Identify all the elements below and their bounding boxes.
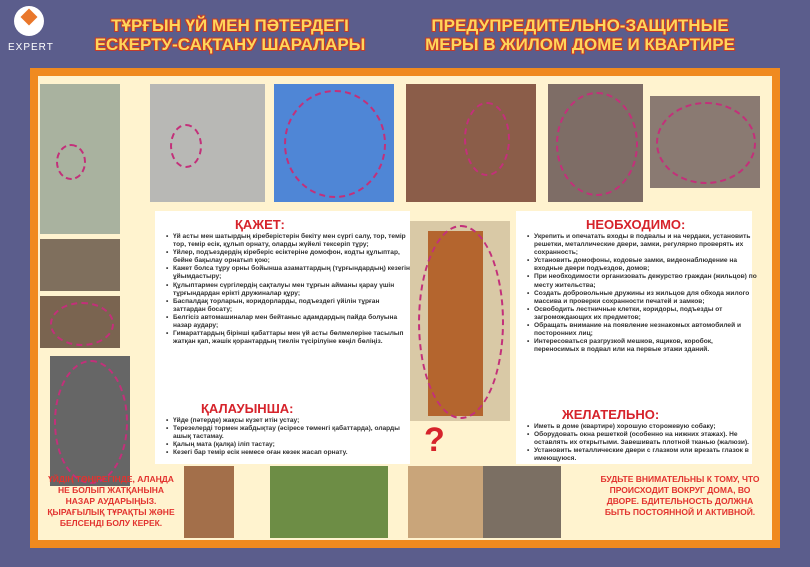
photo-brick-gate	[184, 466, 234, 538]
list-item: • Құлыптармен сүргілердің сақталуы мен тұрғын айманы қарау үшін тұрғындардан ерікті дружиналар құру;	[173, 282, 413, 298]
photo-boxes	[408, 466, 486, 538]
kz-advised-heading: ҚАЛАУЫНША:	[201, 401, 294, 416]
photo-gate-grille	[40, 84, 120, 234]
list-item: • Обращать внимание на появление незнакомых автомобилей и посторонних лиц;	[534, 322, 758, 338]
logo-mark-icon	[14, 6, 44, 36]
russian-text-panel	[516, 211, 757, 464]
list-item: • Терезелерді тормен жабдықтау (әсіресе төменгі қабаттарда), оларды ашық тастамау.	[173, 425, 413, 441]
photo-cctv-cameras	[274, 84, 394, 202]
list-item: • Интересоваться разгрузкой мешков, ящиков, коробок, переносимых в подвал или на первые этажи зданий.	[534, 338, 758, 354]
logo-text: EXPERT	[8, 42, 54, 53]
list-item: • При необходимости организовать дежурство граждан (жильцов) по месту жительства;	[534, 273, 758, 289]
kz-advised-list	[163, 417, 413, 457]
list-item: • Кезегі бар темір есік немесе оған көзек жасап орнату.	[173, 449, 413, 457]
list-item: • Белгісіз автомашиналар мен бейтаныс адамдардың пайда болуына назар аудару;	[173, 314, 413, 330]
ru-advised-list	[524, 423, 758, 463]
photo-guard-dog	[270, 466, 388, 538]
photo-code-lock	[650, 96, 760, 188]
photo-bags	[40, 239, 120, 291]
kz-needed-list	[163, 233, 413, 346]
photo-metal-gate	[150, 84, 265, 202]
list-item: • Иметь в доме (квартире) хорошую сторожевую собаку;	[534, 423, 758, 431]
photo-intercom	[50, 356, 130, 486]
photo-metal-door	[410, 221, 510, 421]
list-item: • Установить металлические двери с глазком или врезать глазок в имеющуюся.	[534, 447, 758, 463]
photo-padlock	[483, 466, 561, 538]
ru-needed-heading: НЕОБХОДИМО:	[586, 217, 686, 232]
banner-kazakh: ҮЙДІҢ ТӨҢІРЕГІНДЕ, АЛАҢДА НЕ БОЛЫП ЖАТҚАНЫНА НАЗАР АУДАРЫҢЫЗ. ҚЫРАҒЫЛЫҚ ТҰРАҚТЫ ЖӘНЕ БЕЛСЕНДІ БОЛУ КЕРЕК.	[47, 474, 175, 528]
list-item: • Қалың мата (қалқа) іліп тастау;	[173, 441, 413, 449]
list-item: • Гимараттардың бірінші қабаттары мен үй асты бөлмелеріне тасылып жатқан қап, жәшік қорантардың тиелін түсірілуіне көңіл бөліңіз.	[173, 330, 413, 346]
content-frame	[30, 68, 780, 548]
question-mark: ?	[424, 421, 445, 459]
list-item: • Баспалдақ торларын, коридорларды, подъездегі үйілін тұрған заттардан босату;	[173, 298, 413, 314]
list-item: • Создать добровольные дружины из жильцов для обхода жилого массива и проверки сохранности печатей и замков;	[534, 290, 758, 306]
expert-logo	[8, 6, 56, 54]
list-item: • Кажет болса тұру орны бойынша азаматтардың (тұрғындардың) кезегін ұйымдастыру;	[173, 265, 413, 281]
list-item: • Установить домофоны, кодовые замки, видеонаблюдение на входные двери подъездов, домов;	[534, 257, 758, 273]
ru-needed-list	[524, 233, 758, 354]
list-item: • Оборудовать окна решеткой (особенно на нижних этажах). Не оставлять их открытыми. Завешивать плотной тканью (жалюзи).	[534, 431, 758, 447]
list-item: • Укрепить и опечатать входы в подвалы и на чердаки, установить решетки, металлические двери, замки, регулярно проверять их сохранность;	[534, 233, 758, 257]
photo-basement	[40, 296, 120, 348]
title-kazakh: ТҰРҒЫН ҮЙ МЕН ПӘТЕРДЕГІ ЕСКЕРТУ-САҚТАНУ ШАРАЛАРЫ	[94, 16, 366, 54]
list-item: • Үйде (пәтерде) жақсы күзет итін устау;	[173, 417, 413, 425]
title-russian: ПРЕДУПРЕДИТЕЛЬНО-ЗАЩИТНЫЕ МЕРЫ В ЖИЛОМ ДОМЕ И КВАРТИРЕ	[425, 16, 735, 54]
photo-window-bars	[548, 84, 643, 202]
banner-russian: БУДЬТЕ ВНИМАТЕЛЬНЫ К ТОМУ, ЧТО ПРОИСХОДИТ ВОКРУГ ДОМА, ВО ДВОРЕ. БДИТЕЛЬНОСТЬ ДОЛЖНА БЫТЬ ПОСТОЯННОЙ И АКТИВНОЙ.	[600, 474, 760, 517]
list-item: • Үй асты мен шатырдың кіреберістерін бекіту мен сүргі салу, тор, темір тор, темір есік, құлып орнату, оларды жүйелі тексеріп тұру;	[173, 233, 413, 249]
list-item: • Үйлер, подъездердің кіреберіс есіктеріне домофон, кодты құлыптар, бейне бақылау орнатып қою;	[173, 249, 413, 265]
photo-entrance-door	[406, 84, 536, 202]
ru-advised-heading: ЖЕЛАТЕЛЬНО:	[562, 407, 660, 422]
list-item: • Освободить лестничные клетки, коридоры, подъезды от загромождающих их предметов;	[534, 306, 758, 322]
kz-needed-heading: ҚАЖЕТ:	[235, 217, 285, 232]
kazakh-text-panel	[155, 211, 410, 464]
